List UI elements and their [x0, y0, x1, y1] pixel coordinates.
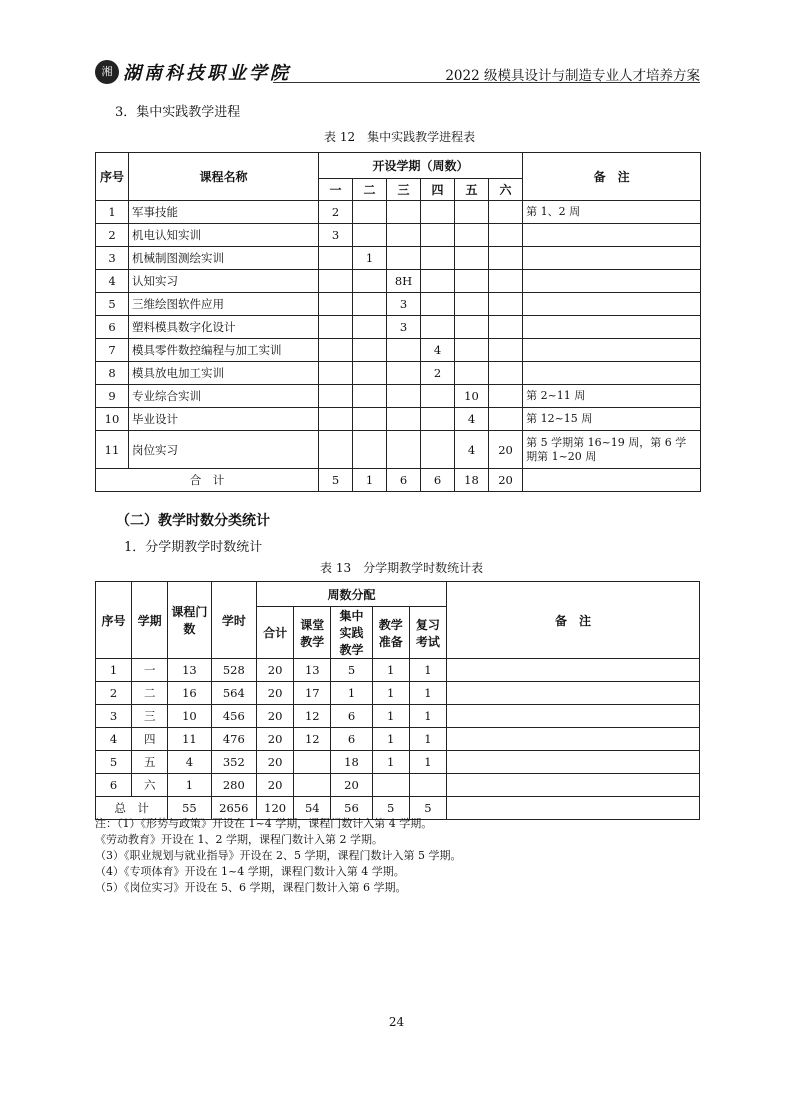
col-header-no: 序号 — [96, 153, 129, 201]
row-weeks: 1 — [409, 659, 446, 682]
row-weeks: 1 — [331, 682, 372, 705]
total-course-count: 55 — [168, 797, 211, 820]
col-header-semester: 三 — [387, 179, 421, 201]
col-header-semester-group: 开设学期（周数） — [319, 153, 523, 179]
section-heading-2: （二）教学时数分类统计 — [116, 513, 270, 529]
note-line: （3）《职业规划与就业指导》开设在 2、5 学期，课程门数计入第 5 学期。 — [95, 849, 462, 862]
row-weeks: 1 — [409, 705, 446, 728]
row-semester-weeks — [387, 201, 421, 224]
row-semester-weeks: 3 — [387, 316, 421, 339]
row-remark — [446, 705, 699, 728]
row-semester-weeks — [353, 224, 387, 247]
row-semester-weeks — [319, 316, 353, 339]
table-row — [96, 751, 700, 774]
row-semester-weeks — [319, 431, 353, 469]
row-semester-weeks — [489, 385, 523, 408]
logo-seal: 湘 — [95, 60, 119, 84]
row-semester-weeks — [489, 247, 523, 270]
row-semester-weeks — [387, 339, 421, 362]
row-remark — [523, 247, 701, 270]
row-weeks — [294, 774, 331, 797]
row-remark — [523, 224, 701, 247]
row-semester-weeks — [387, 408, 421, 431]
header-title: 2022 级模具设计与制造专业人才培养方案 — [445, 68, 700, 84]
row-course-count: 11 — [168, 728, 211, 751]
row-semester-weeks — [455, 270, 489, 293]
row-semester-weeks — [421, 247, 455, 270]
row-weeks — [372, 774, 409, 797]
table-row — [96, 682, 700, 705]
col-header-remark: 备 注 — [446, 582, 699, 659]
row-semester-weeks — [421, 431, 455, 469]
row-no: 4 — [96, 728, 132, 751]
row-no: 1 — [96, 201, 129, 224]
row-semester-weeks: 20 — [489, 431, 523, 469]
row-no: 3 — [96, 247, 129, 270]
row-weeks: 12 — [294, 705, 331, 728]
row-course-count: 4 — [168, 751, 211, 774]
table12 — [95, 152, 701, 492]
row-semester-weeks — [319, 293, 353, 316]
row-semester-weeks — [353, 270, 387, 293]
row-semester-weeks — [455, 293, 489, 316]
row-weeks: 1 — [372, 751, 409, 774]
table-row — [96, 201, 701, 224]
row-semester-weeks — [489, 201, 523, 224]
row-semester-weeks — [421, 408, 455, 431]
total-semester-weeks: 6 — [421, 469, 455, 492]
row-semester-weeks — [319, 270, 353, 293]
row-semester-weeks: 4 — [455, 431, 489, 469]
note-line: 注：（1）《形势与政策》开设在 1~4 学期，课程门数计入第 4 学期。 — [95, 817, 433, 830]
row-semester-weeks — [387, 224, 421, 247]
row-semester-weeks — [319, 362, 353, 385]
section-heading-1: 1．分学期教学时数统计 — [124, 540, 263, 555]
col-header-semester: 一 — [319, 179, 353, 201]
total-remark — [446, 797, 699, 820]
row-semester-weeks — [489, 408, 523, 431]
row-weeks: 1 — [409, 682, 446, 705]
row-semester-weeks: 10 — [455, 385, 489, 408]
row-semester-weeks — [421, 293, 455, 316]
row-no: 1 — [96, 659, 132, 682]
row-weeks: 1 — [372, 705, 409, 728]
row-semester-weeks — [387, 362, 421, 385]
row-term: 四 — [132, 728, 168, 751]
col-header-classroom: 课堂教学 — [294, 607, 331, 659]
row-term: 一 — [132, 659, 168, 682]
col-header-preparation: 教学准备 — [372, 607, 409, 659]
col-header-remark: 备 注 — [523, 153, 701, 201]
total-weeks: 54 — [294, 797, 331, 820]
row-weeks: 20 — [257, 659, 294, 682]
row-no: 2 — [96, 224, 129, 247]
row-remark: 第 2~11 周 — [523, 385, 701, 408]
row-weeks: 5 — [331, 659, 372, 682]
col-header-weeks-group: 周数分配 — [257, 582, 447, 607]
row-term: 六 — [132, 774, 168, 797]
section-heading-3: 3．集中实践教学进程 — [115, 105, 241, 120]
row-no: 8 — [96, 362, 129, 385]
row-weeks: 20 — [257, 774, 294, 797]
row-weeks: 20 — [257, 682, 294, 705]
row-remark — [446, 774, 699, 797]
row-semester-weeks — [455, 362, 489, 385]
col-header-course-name: 课程名称 — [129, 153, 319, 201]
note-line: 《劳动教育》开设在 1、2 学期，课程门数计入第 2 学期。 — [95, 833, 383, 846]
row-course-name: 塑料模具数字化设计 — [129, 316, 319, 339]
row-semester-weeks — [319, 339, 353, 362]
row-semester-weeks: 3 — [387, 293, 421, 316]
row-remark — [523, 339, 701, 362]
table-row — [96, 316, 701, 339]
row-semester-weeks: 4 — [455, 408, 489, 431]
row-remark — [523, 293, 701, 316]
row-weeks: 20 — [257, 751, 294, 774]
row-remark — [446, 659, 699, 682]
row-semester-weeks: 8H — [387, 270, 421, 293]
total-semester-weeks: 1 — [353, 469, 387, 492]
total-label: 合 计 — [96, 469, 319, 492]
total-semester-weeks: 5 — [319, 469, 353, 492]
row-term: 三 — [132, 705, 168, 728]
table-row — [96, 774, 700, 797]
page-header — [95, 58, 700, 86]
col-header-term: 学期 — [132, 582, 168, 659]
table12-caption: 表 12 集中实践教学进程表 — [324, 130, 476, 144]
table-row — [96, 728, 700, 751]
row-no: 7 — [96, 339, 129, 362]
row-course-name: 专业综合实训 — [129, 385, 319, 408]
row-no: 10 — [96, 408, 129, 431]
row-semester-weeks — [421, 201, 455, 224]
row-course-count: 16 — [168, 682, 211, 705]
row-semester-weeks — [455, 339, 489, 362]
row-semester-weeks — [353, 201, 387, 224]
total-remark — [523, 469, 701, 492]
row-term: 二 — [132, 682, 168, 705]
row-no: 6 — [96, 316, 129, 339]
row-weeks — [294, 751, 331, 774]
row-semester-weeks — [319, 408, 353, 431]
row-remark — [446, 682, 699, 705]
row-semester-weeks — [421, 385, 455, 408]
row-remark: 第 1、2 周 — [523, 201, 701, 224]
row-weeks: 12 — [294, 728, 331, 751]
col-header-practice: 集中实践教学 — [331, 607, 372, 659]
row-semester-weeks — [353, 362, 387, 385]
row-semester-weeks — [421, 316, 455, 339]
row-semester-weeks: 2 — [319, 201, 353, 224]
row-course-name: 军事技能 — [129, 201, 319, 224]
table-total-row — [96, 469, 701, 492]
col-header-week-total: 合计 — [257, 607, 294, 659]
row-course-count: 1 — [168, 774, 211, 797]
row-weeks: 1 — [372, 728, 409, 751]
page-number: 24 — [388, 1015, 405, 1029]
total-semester-weeks: 6 — [387, 469, 421, 492]
row-semester-weeks: 3 — [319, 224, 353, 247]
row-weeks: 6 — [331, 705, 372, 728]
row-semester-weeks — [455, 316, 489, 339]
row-semester-weeks: 1 — [353, 247, 387, 270]
row-semester-weeks — [455, 224, 489, 247]
college-logo — [95, 58, 291, 88]
table-row — [96, 339, 701, 362]
table-row — [96, 659, 700, 682]
row-weeks: 1 — [409, 751, 446, 774]
table-row — [96, 270, 701, 293]
col-header-review-exam: 复习考试 — [409, 607, 446, 659]
row-remark — [523, 316, 701, 339]
row-semester-weeks — [455, 201, 489, 224]
row-weeks: 1 — [409, 728, 446, 751]
row-no: 2 — [96, 682, 132, 705]
row-no: 5 — [96, 293, 129, 316]
table-row — [96, 293, 701, 316]
col-header-semester: 六 — [489, 179, 523, 201]
row-remark — [523, 270, 701, 293]
row-hours: 564 — [211, 682, 256, 705]
row-semester-weeks — [353, 339, 387, 362]
row-course-name: 模具零件数控编程与加工实训 — [129, 339, 319, 362]
row-weeks: 20 — [331, 774, 372, 797]
row-semester-weeks — [455, 247, 489, 270]
table13-caption: 表 13 分学期教学时数统计表 — [320, 561, 484, 575]
row-hours: 456 — [211, 705, 256, 728]
total-semester-weeks: 20 — [489, 469, 523, 492]
row-no: 3 — [96, 705, 132, 728]
row-semester-weeks — [489, 316, 523, 339]
row-semester-weeks — [319, 385, 353, 408]
row-remark — [446, 751, 699, 774]
row-no: 11 — [96, 431, 129, 469]
row-course-name: 毕业设计 — [129, 408, 319, 431]
row-semester-weeks — [353, 385, 387, 408]
total-hours: 2656 — [211, 797, 256, 820]
row-weeks: 17 — [294, 682, 331, 705]
row-semester-weeks — [421, 270, 455, 293]
row-no: 9 — [96, 385, 129, 408]
row-semester-weeks — [353, 431, 387, 469]
row-course-name: 三维绘图软件应用 — [129, 293, 319, 316]
row-semester-weeks — [489, 293, 523, 316]
row-semester-weeks — [489, 224, 523, 247]
row-course-name: 机电认知实训 — [129, 224, 319, 247]
row-no: 6 — [96, 774, 132, 797]
row-semester-weeks: 2 — [421, 362, 455, 385]
row-semester-weeks: 4 — [421, 339, 455, 362]
total-label: 总 计 — [96, 797, 168, 820]
col-header-course-count: 课程门数 — [168, 582, 211, 659]
col-header-semester: 二 — [353, 179, 387, 201]
row-weeks: 20 — [257, 728, 294, 751]
table-row — [96, 705, 700, 728]
row-weeks: 1 — [372, 659, 409, 682]
row-remark: 第 12~15 周 — [523, 408, 701, 431]
row-weeks: 18 — [331, 751, 372, 774]
table-row — [96, 224, 701, 247]
row-remark — [523, 362, 701, 385]
row-course-name: 机械制图测绘实训 — [129, 247, 319, 270]
row-semester-weeks — [353, 293, 387, 316]
logo-text: 湖南科技职业学院 — [123, 63, 291, 84]
row-semester-weeks — [319, 247, 353, 270]
col-header-hours: 学时 — [211, 582, 256, 659]
col-header-semester: 四 — [421, 179, 455, 201]
total-weeks: 5 — [409, 797, 446, 820]
row-course-name: 模具放电加工实训 — [129, 362, 319, 385]
row-course-name: 认知实习 — [129, 270, 319, 293]
table13 — [95, 581, 700, 820]
row-weeks: 20 — [257, 705, 294, 728]
row-semester-weeks — [353, 316, 387, 339]
row-semester-weeks — [353, 408, 387, 431]
row-weeks: 1 — [372, 682, 409, 705]
row-hours: 528 — [211, 659, 256, 682]
row-hours: 476 — [211, 728, 256, 751]
total-semester-weeks: 18 — [455, 469, 489, 492]
row-semester-weeks — [489, 339, 523, 362]
row-term: 五 — [132, 751, 168, 774]
row-semester-weeks — [387, 247, 421, 270]
table-row — [96, 408, 701, 431]
row-hours: 352 — [211, 751, 256, 774]
row-semester-weeks — [421, 224, 455, 247]
row-remark — [446, 728, 699, 751]
row-no: 4 — [96, 270, 129, 293]
row-weeks: 6 — [331, 728, 372, 751]
col-header-no: 序号 — [96, 582, 132, 659]
table-row — [96, 247, 701, 270]
row-semester-weeks — [387, 385, 421, 408]
table-notes — [95, 816, 461, 896]
row-remark: 第 5 学期第 16~19 周，第 6 学期第 1~20 周 — [523, 431, 701, 469]
row-weeks — [409, 774, 446, 797]
total-weeks: 56 — [331, 797, 372, 820]
row-no: 5 — [96, 751, 132, 774]
row-semester-weeks — [387, 431, 421, 469]
row-course-count: 10 — [168, 705, 211, 728]
total-weeks: 120 — [257, 797, 294, 820]
table-row — [96, 362, 701, 385]
col-header-semester: 五 — [455, 179, 489, 201]
table-row — [96, 385, 701, 408]
note-line: （5）《岗位实习》开设在 5、6 学期，课程门数计入第 6 学期。 — [95, 881, 407, 894]
row-semester-weeks — [489, 270, 523, 293]
total-weeks: 5 — [372, 797, 409, 820]
row-course-name: 岗位实习 — [129, 431, 319, 469]
table-row — [96, 431, 701, 469]
row-semester-weeks — [489, 362, 523, 385]
row-hours: 280 — [211, 774, 256, 797]
row-weeks: 13 — [294, 659, 331, 682]
row-course-count: 13 — [168, 659, 211, 682]
note-line: （4）《专项体育》开设在 1~4 学期，课程门数计入第 4 学期。 — [95, 865, 405, 878]
